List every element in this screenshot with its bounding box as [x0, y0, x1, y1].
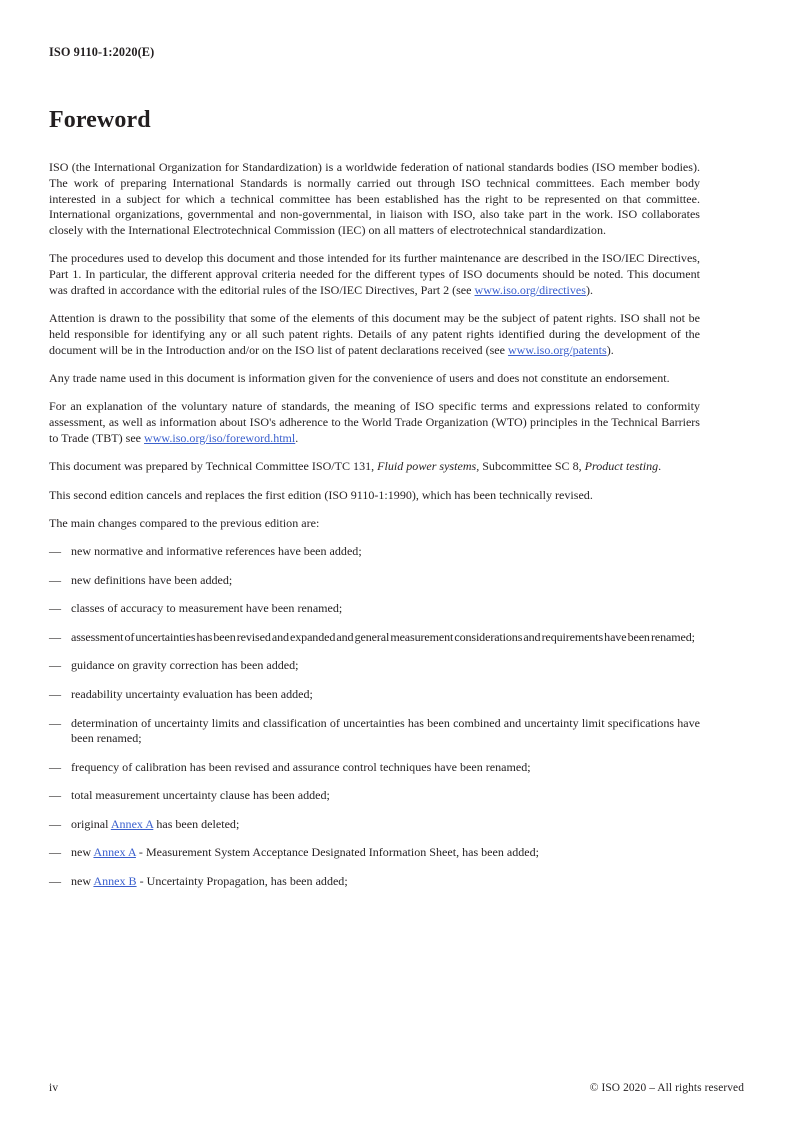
annex-item-suffix: - Measurement System Acceptance Designated Information Sheet, has been added; — [135, 845, 540, 860]
list-item-label: guidance on gravity correction has been added; — [71, 658, 299, 673]
link-annex-a[interactable]: Annex A — [93, 845, 136, 860]
paragraph-voluntary-text-after: . — [295, 430, 299, 445]
running-head: ISO 9110-1:2020(E) — [49, 45, 155, 59]
page-number: iv — [49, 1082, 59, 1094]
link-iso-directives[interactable]: www.iso.org/directives — [474, 282, 586, 297]
list-item — [49, 788, 700, 804]
paragraph-iso-definition: ISO (the International Organization for Standardization) is a worldwide federation of national standards bodies (ISO member bodies). The work of preparing International Standards is normally carried out through ISO technical committees. Each member body interested in a subject for which a technical committee has been established has the right to be represented on that committee. International organizations, governmental and non-governmental, in liaison with ISO, also take part in the work. ISO collaborates closely with the International Electrotechnical Commission (IEC) on all matters of electrotechnical standardization. — [49, 160, 700, 237]
em-dash-marker: — — [49, 658, 62, 673]
list-item — [49, 630, 700, 646]
list-item-annex — [49, 817, 700, 833]
page-title: Foreword — [49, 107, 151, 133]
link-annex-a[interactable]: Annex A — [110, 816, 154, 831]
committee-text-1: This document was prepared by Technical Committee ISO/TC 131, — [49, 459, 378, 474]
em-dash-marker: — — [49, 759, 62, 774]
paragraph-procedures — [49, 251, 700, 298]
em-dash-marker: — — [49, 874, 62, 889]
list-item-label: frequency of calibration has been revised and assurance control techniques have been renamed; — [71, 759, 531, 774]
em-dash-marker: — — [49, 845, 62, 860]
em-dash-marker: — — [49, 572, 62, 587]
copyright-notice: © ISO 2020 – All rights reserved — [589, 1082, 744, 1094]
list-item — [49, 687, 700, 703]
paragraph-committee — [49, 459, 700, 475]
paragraph-patent-rights — [49, 311, 700, 358]
em-dash-marker: — — [49, 715, 62, 730]
list-item-label — [71, 874, 348, 888]
committee-title-product-testing: Product testing — [584, 459, 659, 474]
em-dash-marker: — — [49, 601, 62, 616]
page-footer — [49, 1082, 744, 1094]
list-item — [49, 760, 700, 776]
annex-item-suffix: has been deleted; — [153, 816, 240, 831]
paragraph-second-edition: This second edition cancels and replaces the first edition (ISO 9110-1:1990), which has been technically revised. — [49, 487, 593, 502]
committee-title-fluid-power-systems: Fluid power systems, — [377, 459, 480, 474]
paragraph-patent-text-after: ). — [606, 342, 614, 357]
list-item-annex — [49, 874, 700, 890]
list-item-label: readability uncertainty evaluation has been added; — [71, 686, 313, 701]
list-item — [49, 658, 700, 674]
paragraph-patent-text-before: Attention is drawn to the possibility that some of the elements of this document may be the subject of patent rights. ISO shall not be held responsible for identifying any or all such patent rights. Details of any patent rights identified during the development of the document will be in the Introduction and/or on the ISO list of patent declarations received (see — [49, 311, 700, 357]
annex-item-prefix: new — [71, 874, 94, 889]
em-dash-marker: — — [49, 686, 62, 701]
link-iso-foreword[interactable]: www.iso.org/iso/foreword.html — [144, 430, 296, 445]
list-item-label: determination of uncertainty limits and classification of uncertainties has been combined and uncertainty limit specifications have been renamed; — [71, 715, 700, 746]
paragraph-main-changes-intro: The main changes compared to the previous edition are: — [49, 515, 320, 530]
list-item — [49, 601, 700, 617]
list-item-label: assessment of uncertainties has been revised and expanded and general measurement considerations and requirements have been renamed; — [71, 629, 695, 644]
link-iso-patents[interactable]: www.iso.org/patents — [507, 342, 607, 357]
em-dash-marker: — — [49, 544, 62, 559]
em-dash-marker: — — [49, 629, 61, 644]
list-item-label: new definitions have been added; — [71, 572, 233, 587]
list-item-label: classes of accuracy to measurement have been renamed; — [71, 601, 343, 616]
em-dash-marker: — — [49, 816, 62, 831]
list-item-label: total measurement uncertainty clause has been added; — [71, 788, 330, 803]
list-item-label: new normative and informative references have been added; — [71, 544, 362, 559]
annex-item-suffix: - Uncertainty Propagation, has been added; — [136, 874, 348, 889]
annex-item-prefix: new — [71, 845, 94, 860]
committee-text-2: Subcommittee SC 8, — [479, 459, 585, 474]
list-item — [49, 573, 700, 589]
link-annex-b[interactable]: Annex B — [93, 874, 137, 889]
list-item — [49, 716, 700, 748]
paragraph-procedures-text-before: The procedures used to develop this document and those intended for its further maintenance are described in the ISO/IEC Directives, Part 1. In particular, the different approval criteria needed for the different types of ISO documents should be noted. This document was drafted in accordance with the editorial rules of the ISO/IEC Directives, Part 2 (see — [49, 251, 700, 297]
list-item-annex — [49, 845, 700, 861]
paragraph-voluntary-nature — [49, 399, 700, 446]
committee-text-3: . — [658, 459, 662, 474]
list-item-label — [71, 845, 539, 859]
paragraph-trade-name: Any trade name used in this document is information given for the convenience of users and does not constitute an endorsement. — [49, 371, 670, 386]
list-item — [49, 544, 700, 560]
annex-item-prefix: original — [71, 816, 111, 831]
changes-list — [49, 544, 700, 890]
paragraph-voluntary-text-before: For an explanation of the voluntary nature of standards, the meaning of ISO specific terms and expressions related to conformity assessment, as well as information about ISO's adherence to the World Trade Organization (WTO) principles in the Technical Barriers to Trade (TBT) see — [49, 399, 700, 445]
paragraph-procedures-text-after: ). — [585, 282, 593, 297]
list-item-label — [71, 817, 239, 831]
page-content — [49, 0, 700, 903]
foreword-body — [49, 134, 700, 890]
em-dash-marker: — — [49, 788, 62, 803]
